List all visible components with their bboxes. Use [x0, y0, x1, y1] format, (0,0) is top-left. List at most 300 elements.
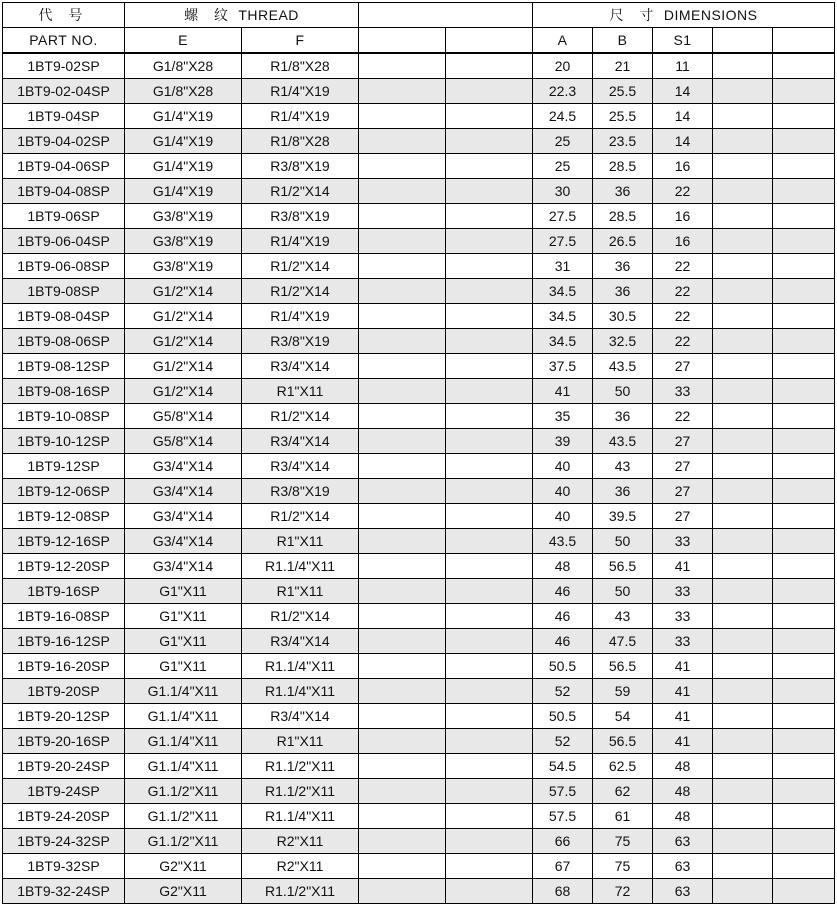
- dim-b-cell: 39.5: [593, 504, 653, 529]
- thread-f-cell: R1/2"X14: [242, 279, 359, 304]
- blank-cell: [446, 229, 533, 254]
- part-no-cell: 1BT9-04SP: [3, 104, 125, 129]
- thread-e-cell: G1.1/4"X11: [125, 754, 242, 779]
- blank-cell: [713, 579, 773, 604]
- thread-f-cell: R1/4"X19: [242, 79, 359, 104]
- dim-s1-cell: 22: [653, 304, 713, 329]
- thread-e-cell: G1"X11: [125, 579, 242, 604]
- dim-b-cell: 50: [593, 529, 653, 554]
- blank-cell: [713, 654, 773, 679]
- part-no-cell: 1BT9-12-16SP: [3, 529, 125, 554]
- thread-f-cell: R3/8"X19: [242, 204, 359, 229]
- dim-b-cell: 56.5: [593, 654, 653, 679]
- blank-cell: [713, 704, 773, 729]
- header-row-2: [3, 28, 835, 54]
- part-no-cell: 1BT9-10-08SP: [3, 404, 125, 429]
- dim-s1-cell: 48: [653, 754, 713, 779]
- blank-cell: [446, 129, 533, 154]
- dim-a-cell: 54.5: [533, 754, 593, 779]
- blank-cell: [773, 829, 835, 854]
- table-row: [3, 629, 835, 654]
- dim-a-cell: 34.5: [533, 279, 593, 304]
- blank-cell: [713, 479, 773, 504]
- blank-cell: [446, 504, 533, 529]
- dim-b-cell: 36: [593, 254, 653, 279]
- blank-cell: [446, 554, 533, 579]
- dim-s1-cell: 33: [653, 529, 713, 554]
- blank-cell: [359, 479, 446, 504]
- dim-a-cell: 27.5: [533, 229, 593, 254]
- blank-cell: [773, 454, 835, 479]
- dim-a-cell: 46: [533, 579, 593, 604]
- dim-b-cell: 26.5: [593, 229, 653, 254]
- blank-cell: [359, 829, 446, 854]
- dim-b-cell: 43.5: [593, 354, 653, 379]
- blank-cell: [446, 704, 533, 729]
- dim-a-cell: 52: [533, 679, 593, 704]
- thread-f-cell: R1/2"X14: [242, 179, 359, 204]
- code-cn-header: 代 号: [3, 3, 125, 28]
- thread-f-cell: R1.1/4"X11: [242, 654, 359, 679]
- dim-s1-cell: 27: [653, 354, 713, 379]
- dim-s1-cell: 14: [653, 104, 713, 129]
- blank-cell: [773, 879, 835, 904]
- blank-cell: [446, 104, 533, 129]
- table-row: [3, 179, 835, 204]
- blank-cell: [713, 204, 773, 229]
- col-e-header: E: [125, 28, 242, 54]
- table-row: [3, 354, 835, 379]
- thread-f-cell: R1"X11: [242, 579, 359, 604]
- col-a-header: A: [533, 28, 593, 54]
- blank-cell: [359, 229, 446, 254]
- dim-a-cell: 46: [533, 604, 593, 629]
- blank-cell: [359, 129, 446, 154]
- thread-e-cell: G1/4"X19: [125, 154, 242, 179]
- blank-header-2: [446, 28, 533, 54]
- blank-cell: [713, 604, 773, 629]
- dim-b-cell: 36: [593, 179, 653, 204]
- thread-e-cell: G1/2"X14: [125, 379, 242, 404]
- table-row: [3, 404, 835, 429]
- blank-cell: [773, 479, 835, 504]
- part-no-cell: 1BT9-02-04SP: [3, 79, 125, 104]
- blank-cell: [713, 79, 773, 104]
- blank-cell: [359, 629, 446, 654]
- blank-cell: [359, 679, 446, 704]
- thread-f-cell: R1.1/4"X11: [242, 554, 359, 579]
- dim-b-cell: 30.5: [593, 304, 653, 329]
- blank-cell: [359, 379, 446, 404]
- thread-f-cell: R2"X11: [242, 829, 359, 854]
- part-no-cell: 1BT9-20-24SP: [3, 754, 125, 779]
- blank-cell: [446, 604, 533, 629]
- thread-f-cell: R1/2"X14: [242, 254, 359, 279]
- blank-cell: [713, 429, 773, 454]
- blank-header: [359, 3, 533, 28]
- table-row: [3, 804, 835, 829]
- dim-a-cell: 39: [533, 429, 593, 454]
- blank-cell: [773, 329, 835, 354]
- blank-cell: [773, 229, 835, 254]
- table-row: [3, 279, 835, 304]
- blank-cell: [773, 404, 835, 429]
- blank-cell: [359, 504, 446, 529]
- thread-e-cell: G1/2"X14: [125, 329, 242, 354]
- dim-b-cell: 72: [593, 879, 653, 904]
- thread-f-cell: R1/4"X19: [242, 304, 359, 329]
- thread-e-cell: G1"X11: [125, 604, 242, 629]
- thread-f-cell: R3/4"X14: [242, 454, 359, 479]
- thread-e-cell: G3/8"X19: [125, 229, 242, 254]
- part-no-cell: 1BT9-16-20SP: [3, 654, 125, 679]
- dim-s1-cell: 41: [653, 679, 713, 704]
- dimensions-table: [2, 2, 835, 904]
- blank-cell: [359, 304, 446, 329]
- dim-s1-cell: 63: [653, 879, 713, 904]
- blank-cell: [713, 154, 773, 179]
- blank-cell: [446, 279, 533, 304]
- thread-f-cell: R3/4"X14: [242, 629, 359, 654]
- thread-e-cell: G3/4"X14: [125, 554, 242, 579]
- blank-cell: [359, 579, 446, 604]
- blank-cell: [773, 79, 835, 104]
- thread-f-cell: R3/8"X19: [242, 479, 359, 504]
- dim-s1-cell: 16: [653, 154, 713, 179]
- dim-b-cell: 50: [593, 379, 653, 404]
- blank-cell: [713, 529, 773, 554]
- part-no-cell: 1BT9-24SP: [3, 779, 125, 804]
- dim-b-cell: 21: [593, 53, 653, 79]
- table-row: [3, 53, 835, 79]
- dim-a-cell: 46: [533, 629, 593, 654]
- dim-b-cell: 28.5: [593, 204, 653, 229]
- blank-cell: [773, 129, 835, 154]
- blank-cell: [773, 179, 835, 204]
- dim-a-cell: 48: [533, 554, 593, 579]
- blank-cell: [713, 879, 773, 904]
- thread-e-cell: G3/4"X14: [125, 479, 242, 504]
- blank-cell: [446, 779, 533, 804]
- dim-b-cell: 47.5: [593, 629, 653, 654]
- dim-a-cell: 34.5: [533, 329, 593, 354]
- blank-cell: [446, 429, 533, 454]
- blank-cell: [359, 429, 446, 454]
- blank-cell: [773, 104, 835, 129]
- dim-b-cell: 28.5: [593, 154, 653, 179]
- blank-cell: [359, 854, 446, 879]
- table-row: [3, 129, 835, 154]
- table-row: [3, 854, 835, 879]
- blank-cell: [773, 579, 835, 604]
- table-row: [3, 454, 835, 479]
- part-no-cell: 1BT9-32SP: [3, 854, 125, 879]
- dim-s1-cell: 33: [653, 604, 713, 629]
- dim-b-cell: 43.5: [593, 429, 653, 454]
- blank-cell: [446, 53, 533, 79]
- dim-a-cell: 50.5: [533, 654, 593, 679]
- blank-cell: [359, 354, 446, 379]
- table-row: [3, 504, 835, 529]
- dim-a-cell: 50.5: [533, 704, 593, 729]
- blank-cell: [446, 79, 533, 104]
- dim-a-cell: 68: [533, 879, 593, 904]
- blank-cell: [713, 129, 773, 154]
- table-row: [3, 604, 835, 629]
- blank-cell: [359, 729, 446, 754]
- dim-b-cell: 50: [593, 579, 653, 604]
- thread-e-cell: G1.1/4"X11: [125, 729, 242, 754]
- table-row: [3, 679, 835, 704]
- blank-cell: [713, 53, 773, 79]
- dim-a-cell: 24.5: [533, 104, 593, 129]
- part-no-cell: 1BT9-16-12SP: [3, 629, 125, 654]
- dim-a-cell: 40: [533, 454, 593, 479]
- blank-cell: [359, 529, 446, 554]
- thread-f-cell: R3/8"X19: [242, 329, 359, 354]
- dim-a-cell: 31: [533, 254, 593, 279]
- dim-s1-cell: 27: [653, 454, 713, 479]
- blank-cell: [446, 379, 533, 404]
- blank-cell: [359, 53, 446, 79]
- blank-cell: [359, 754, 446, 779]
- blank-cell: [446, 179, 533, 204]
- thread-e-cell: G1"X11: [125, 629, 242, 654]
- thread-f-cell: R1/2"X14: [242, 604, 359, 629]
- part-no-cell: 1BT9-04-06SP: [3, 154, 125, 179]
- part-no-cell: 1BT9-04-08SP: [3, 179, 125, 204]
- thread-e-cell: G1/4"X19: [125, 129, 242, 154]
- thread-e-cell: G1/2"X14: [125, 304, 242, 329]
- part-no-cell: 1BT9-12SP: [3, 454, 125, 479]
- part-no-cell: 1BT9-16SP: [3, 579, 125, 604]
- table-row: [3, 479, 835, 504]
- blank-cell: [446, 729, 533, 754]
- dim-s1-cell: 27: [653, 479, 713, 504]
- col-s1-header: S1: [653, 28, 713, 54]
- blank-cell: [773, 154, 835, 179]
- table-row: [3, 154, 835, 179]
- dim-s1-cell: 16: [653, 204, 713, 229]
- blank-cell: [446, 629, 533, 654]
- part-no-cell: 1BT9-24-20SP: [3, 804, 125, 829]
- blank-cell: [713, 854, 773, 879]
- blank-cell: [359, 79, 446, 104]
- thread-e-cell: G1.1/2"X11: [125, 829, 242, 854]
- blank-cell: [713, 504, 773, 529]
- blank-cell: [773, 704, 835, 729]
- blank-cell: [359, 654, 446, 679]
- blank-header-3: [713, 28, 773, 54]
- table-row: [3, 879, 835, 904]
- dim-a-cell: 30: [533, 179, 593, 204]
- part-no-cell: 1BT9-02SP: [3, 53, 125, 79]
- part-no-cell: 1BT9-12-20SP: [3, 554, 125, 579]
- blank-cell: [359, 704, 446, 729]
- blank-cell: [773, 53, 835, 79]
- part-no-cell: 1BT9-08-12SP: [3, 354, 125, 379]
- dim-s1-cell: 41: [653, 554, 713, 579]
- blank-cell: [359, 279, 446, 304]
- part-no-cell: 1BT9-08-16SP: [3, 379, 125, 404]
- blank-cell: [359, 104, 446, 129]
- blank-cell: [359, 154, 446, 179]
- dim-s1-cell: 63: [653, 829, 713, 854]
- dim-s1-cell: 41: [653, 704, 713, 729]
- blank-cell: [359, 554, 446, 579]
- dim-a-cell: 20: [533, 53, 593, 79]
- part-no-cell: 1BT9-10-12SP: [3, 429, 125, 454]
- thread-f-cell: R1.1/2"X11: [242, 879, 359, 904]
- blank-cell: [773, 629, 835, 654]
- blank-cell: [773, 604, 835, 629]
- dim-a-cell: 67: [533, 854, 593, 879]
- blank-cell: [713, 629, 773, 654]
- table-row: [3, 579, 835, 604]
- blank-header-4: [773, 28, 835, 54]
- blank-cell: [773, 429, 835, 454]
- dim-b-cell: 56.5: [593, 554, 653, 579]
- dim-a-cell: 34.5: [533, 304, 593, 329]
- thread-e-cell: G1/8"X28: [125, 53, 242, 79]
- table-row: [3, 254, 835, 279]
- blank-cell: [359, 404, 446, 429]
- dim-b-cell: 32.5: [593, 329, 653, 354]
- dim-b-cell: 25.5: [593, 104, 653, 129]
- blank-cell: [713, 354, 773, 379]
- thread-e-cell: G1/4"X19: [125, 179, 242, 204]
- thread-f-cell: R1/8"X28: [242, 129, 359, 154]
- dim-a-cell: 27.5: [533, 204, 593, 229]
- thread-e-cell: G1/2"X14: [125, 279, 242, 304]
- blank-cell: [446, 304, 533, 329]
- dim-s1-cell: 41: [653, 654, 713, 679]
- thread-e-cell: G2"X11: [125, 854, 242, 879]
- blank-cell: [446, 529, 533, 554]
- thread-e-cell: G3/8"X19: [125, 204, 242, 229]
- blank-header-1: [359, 28, 446, 54]
- thread-f-cell: R1/8"X28: [242, 53, 359, 79]
- blank-cell: [359, 204, 446, 229]
- blank-cell: [446, 454, 533, 479]
- table-row: [3, 79, 835, 104]
- thread-e-cell: G1/4"X19: [125, 104, 242, 129]
- blank-cell: [446, 654, 533, 679]
- blank-cell: [446, 354, 533, 379]
- dim-s1-cell: 48: [653, 804, 713, 829]
- blank-cell: [773, 779, 835, 804]
- table-row: [3, 829, 835, 854]
- table-row: [3, 429, 835, 454]
- blank-cell: [713, 679, 773, 704]
- thread-f-cell: R2"X11: [242, 854, 359, 879]
- blank-cell: [713, 829, 773, 854]
- dim-b-cell: 43: [593, 604, 653, 629]
- blank-cell: [713, 179, 773, 204]
- part-no-cell: 1BT9-12-06SP: [3, 479, 125, 504]
- thread-f-cell: R1.1/2"X11: [242, 754, 359, 779]
- table-row: [3, 329, 835, 354]
- thread-f-cell: R3/4"X14: [242, 354, 359, 379]
- part-no-cell: 1BT9-08-04SP: [3, 304, 125, 329]
- blank-cell: [713, 804, 773, 829]
- blank-cell: [773, 529, 835, 554]
- part-no-cell: 1BT9-06-04SP: [3, 229, 125, 254]
- table-row: [3, 654, 835, 679]
- blank-cell: [446, 679, 533, 704]
- part-no-cell: 1BT9-20SP: [3, 679, 125, 704]
- blank-cell: [713, 279, 773, 304]
- blank-cell: [773, 204, 835, 229]
- thread-e-cell: G1"X11: [125, 654, 242, 679]
- part-no-cell: 1BT9-06SP: [3, 204, 125, 229]
- thread-f-cell: R1/4"X19: [242, 104, 359, 129]
- dim-s1-cell: 22: [653, 279, 713, 304]
- dim-s1-cell: 33: [653, 579, 713, 604]
- part-no-cell: 1BT9-24-32SP: [3, 829, 125, 854]
- dim-a-cell: 43.5: [533, 529, 593, 554]
- blank-cell: [713, 254, 773, 279]
- thread-e-cell: G1/2"X14: [125, 354, 242, 379]
- dim-b-cell: 23.5: [593, 129, 653, 154]
- dim-a-cell: 37.5: [533, 354, 593, 379]
- dim-s1-cell: 48: [653, 779, 713, 804]
- table-row: [3, 529, 835, 554]
- blank-cell: [713, 229, 773, 254]
- dim-s1-cell: 11: [653, 53, 713, 79]
- blank-cell: [359, 879, 446, 904]
- table-row: [3, 779, 835, 804]
- blank-cell: [773, 854, 835, 879]
- thread-e-cell: G2"X11: [125, 879, 242, 904]
- blank-cell: [359, 604, 446, 629]
- blank-cell: [773, 804, 835, 829]
- blank-cell: [713, 104, 773, 129]
- thread-e-cell: G3/4"X14: [125, 504, 242, 529]
- table-row: [3, 704, 835, 729]
- dim-a-cell: 57.5: [533, 804, 593, 829]
- dim-s1-cell: 14: [653, 79, 713, 104]
- part-no-cell: 1BT9-04-02SP: [3, 129, 125, 154]
- dim-a-cell: 25: [533, 129, 593, 154]
- blank-cell: [773, 304, 835, 329]
- blank-cell: [773, 354, 835, 379]
- blank-cell: [446, 254, 533, 279]
- blank-cell: [713, 554, 773, 579]
- dim-a-cell: 35: [533, 404, 593, 429]
- blank-cell: [446, 204, 533, 229]
- thread-e-cell: G1.1/4"X11: [125, 679, 242, 704]
- thread-e-cell: G1/8"X28: [125, 79, 242, 104]
- dim-a-cell: 25: [533, 154, 593, 179]
- table-row: [3, 754, 835, 779]
- blank-cell: [446, 804, 533, 829]
- col-f-header: F: [242, 28, 359, 54]
- dim-a-cell: 40: [533, 479, 593, 504]
- dim-a-cell: 41: [533, 379, 593, 404]
- dim-a-cell: 40: [533, 504, 593, 529]
- blank-cell: [446, 329, 533, 354]
- blank-cell: [359, 804, 446, 829]
- blank-cell: [713, 454, 773, 479]
- dim-s1-cell: 33: [653, 629, 713, 654]
- dim-b-cell: 61: [593, 804, 653, 829]
- blank-cell: [446, 879, 533, 904]
- blank-cell: [773, 654, 835, 679]
- thread-f-cell: R1.1/2"X11: [242, 779, 359, 804]
- thread-header: 螺 纹 THREAD: [125, 3, 359, 28]
- blank-cell: [773, 679, 835, 704]
